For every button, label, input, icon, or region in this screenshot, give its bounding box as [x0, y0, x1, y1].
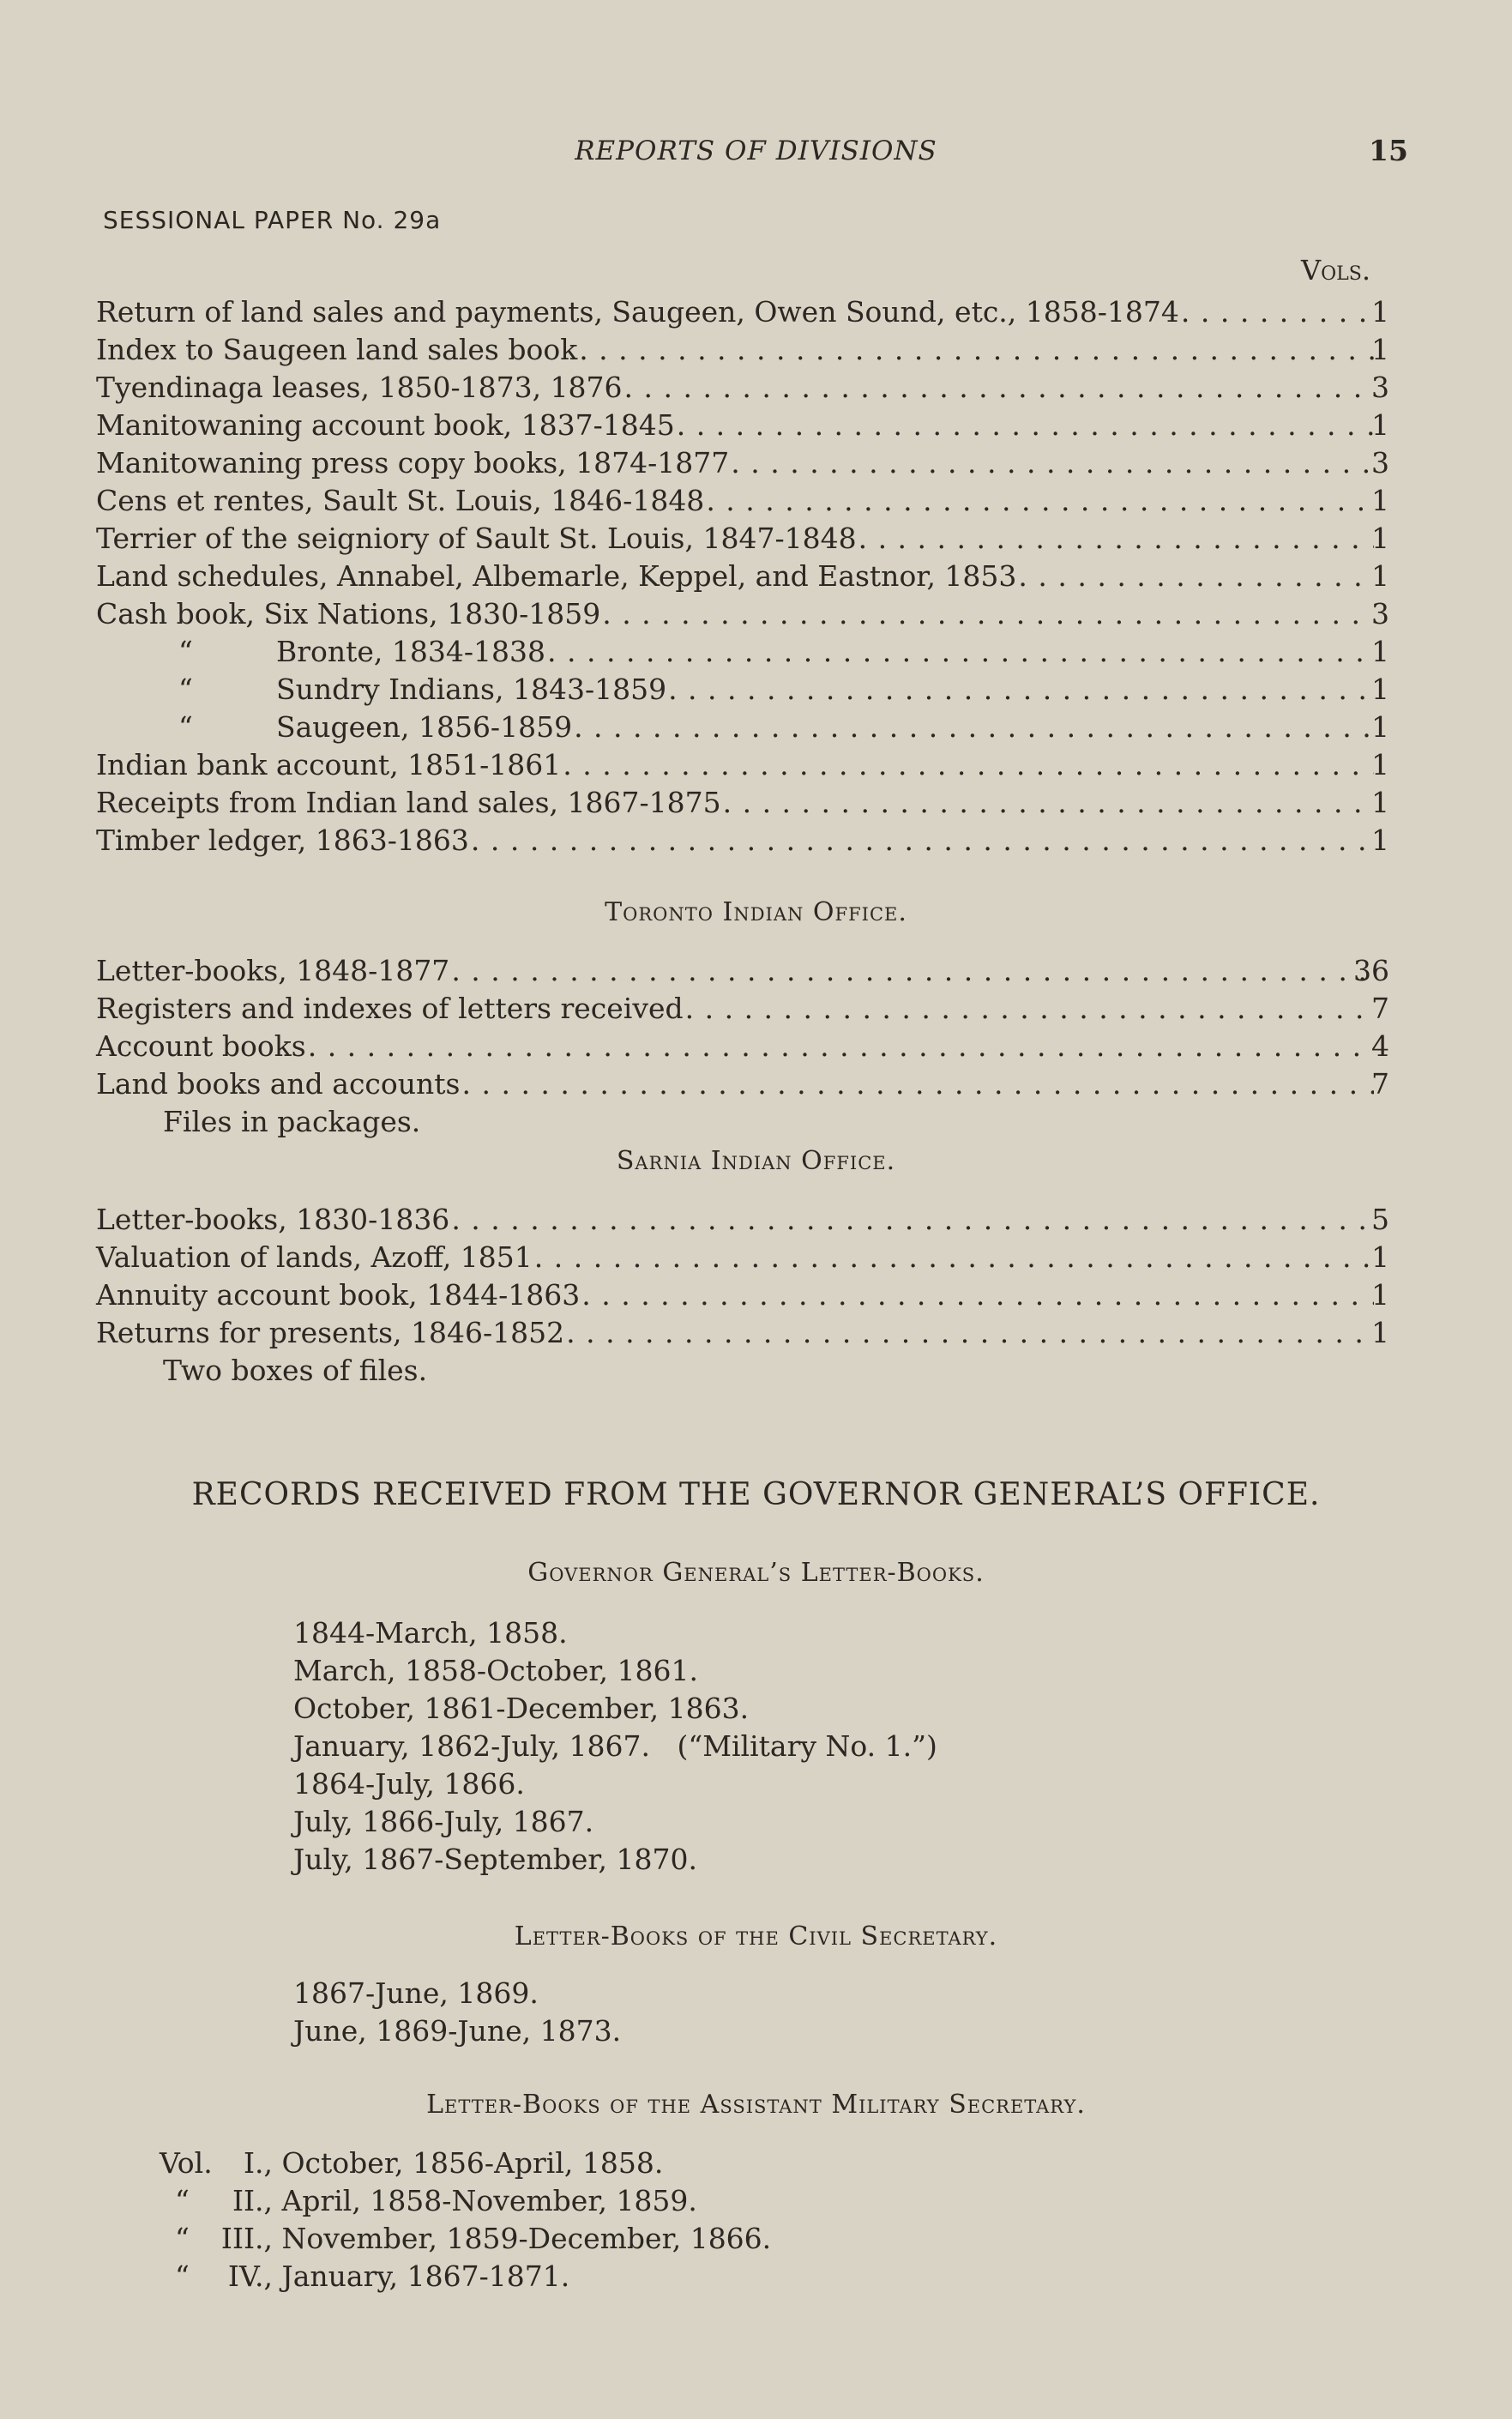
list-item: Vol. I., October, 1856-April, 1858. [160, 2146, 664, 2180]
list-item: Account books . . . 4 [96, 1028, 1374, 1065]
list-item: Return of land sales and payments, Saugeen, Owen Sound, etc., 1858-1874 . . . 1 [96, 293, 1374, 331]
letter-books-heading: Governor General’s Letter-Books. [527, 1558, 985, 1588]
list-item: Manitowaning account book, 1837-1845 . . . 1 [96, 407, 1374, 444]
list-item: Cens et rentes, Sault St. Louis, 1846-1848 . . . 1 [96, 482, 1374, 520]
list-item: Terrier of the seigniory of Sault St. Louis, 1847-1848 . . . 1 [96, 520, 1374, 558]
list-item: Receipts from Indian land sales, 1867-1875 . . . 1 [96, 784, 1374, 822]
list-item: Timber ledger, 1863-1863 . . . 1 [96, 822, 1374, 860]
list-item: Letter-books, 1830-1836 . . . 5 [96, 1201, 1374, 1239]
toronto-office-heading: Toronto Indian Office. [605, 897, 907, 927]
civil-secretary-heading: Letter-Books of the Civil Secretary. [514, 1921, 998, 1951]
list-item: Indian bank account, 1851-1861 . . . 1 [96, 746, 1374, 784]
list-item: July, 1866-July, 1867. [293, 1805, 594, 1838]
list-item: Returns for presents, 1846-1852 . . . 1 [96, 1314, 1374, 1352]
list-item: Cash book, Six Nations, 1830-1859 . . . 3 [96, 595, 1374, 633]
list-item: January, 1862-July, 1867. (“Military No. 1.”) [293, 1729, 937, 1763]
sessional-paper-label: SESSIONAL PAPER No. 29a [103, 206, 442, 234]
toronto-note: Files in packages. [163, 1105, 421, 1138]
list-item: “ III., November, 1859-December, 1866. [175, 2222, 772, 2255]
list-item: Valuation of lands, Azoff, 1851 . . . 1 [96, 1239, 1374, 1276]
list-item: “ II., April, 1858-November, 1859. [175, 2184, 697, 2217]
list-item: Annuity account book, 1844-1863 . . . 1 [96, 1276, 1374, 1314]
list-item: Land books and accounts . . . 7 [96, 1065, 1374, 1103]
list-item: 1864-July, 1866. [293, 1767, 525, 1801]
list-item: 1844-March, 1858. [293, 1616, 568, 1650]
ditto-mark: “ [178, 673, 193, 706]
ditto-mark: “ [178, 710, 193, 744]
list-item: June, 1869-June, 1873. [293, 2014, 622, 2048]
list-item: Manitowaning press copy books, 1874-1877 . . . 3 [96, 444, 1374, 482]
list-item: “ Sundry Indians, 1843-1859 . . . 1 [96, 671, 1374, 709]
sarnia-note: Two boxes of files. [163, 1354, 428, 1387]
list-item: Registers and indexes of letters received . . . 7 [96, 990, 1374, 1028]
sarnia-office-heading: Sarnia Indian Office. [616, 1146, 896, 1176]
ditto-mark: “ [178, 635, 193, 668]
vols-column-heading: Vols. [1301, 254, 1370, 287]
list-item: Tyendinaga leases, 1850-1873, 1876 . . . 3 [96, 369, 1374, 407]
list-item: “ Bronte, 1834-1838 . . . 1 [96, 633, 1374, 671]
list-item: “ IV., January, 1867-1871. [175, 2259, 570, 2293]
list-item: Letter-books, 1848-1877 . . . 36 [96, 952, 1374, 990]
page-number: 15 [1369, 134, 1408, 167]
list-item: “ Saugeen, 1856-1859 . . . 1 [96, 709, 1374, 746]
governor-general-heading: RECORDS RECEIVED FROM THE GOVERNOR GENERAL’S OFFICE. [191, 1477, 1321, 1512]
running-head: REPORTS OF DIVISIONS [575, 136, 937, 166]
list-item: October, 1861-December, 1863. [293, 1692, 750, 1725]
list-item: Land schedules, Annabel, Albemarle, Keppel, and Eastnor, 1853 . . . 1 [96, 558, 1374, 595]
list-item: 1867-June, 1869. [293, 1976, 539, 2010]
military-secretary-heading: Letter-Books of the Assistant Military Secretary. [426, 2090, 1086, 2120]
list-item: July, 1867-September, 1870. [293, 1843, 698, 1876]
list-item: Index to Saugeen land sales book . . . 1 [96, 331, 1374, 369]
list-item: March, 1858-October, 1861. [293, 1654, 699, 1687]
